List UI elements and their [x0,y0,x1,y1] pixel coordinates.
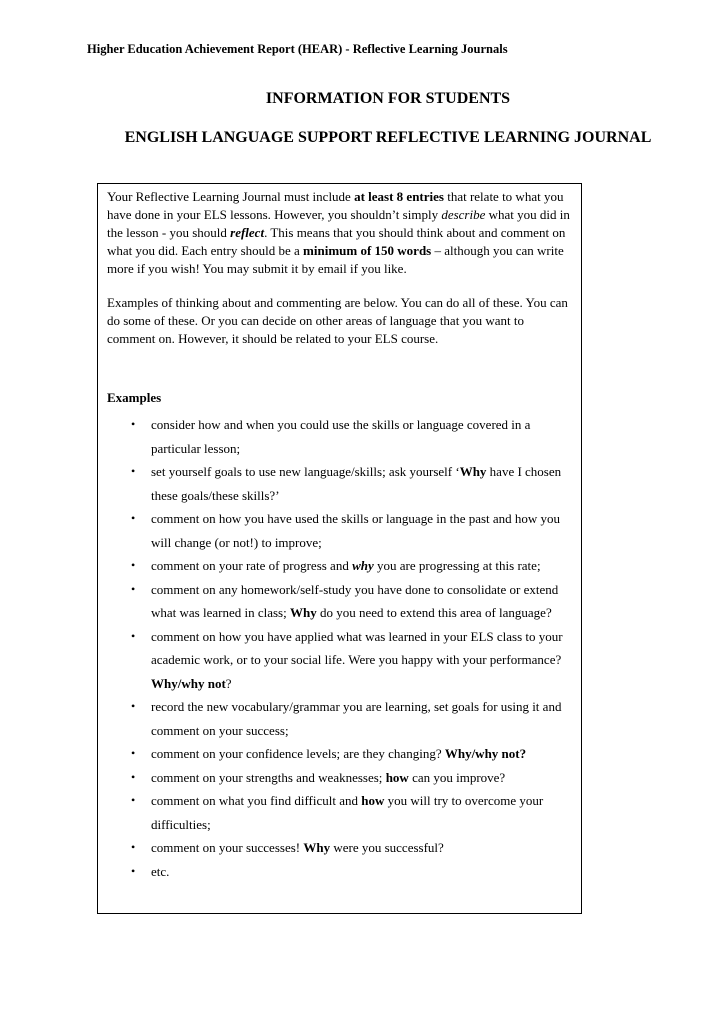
bullet-icon: • [131,840,136,854]
bullet-icon: • [131,699,136,713]
instructions-box [97,183,582,914]
bullet-icon: • [131,746,136,760]
example-item-text-run: comment on any homework/self-study you have done to consolidate or extend what was learned in class; [151,581,559,620]
bullet-icon: • [131,464,136,478]
example-item-text-run: why [352,558,374,573]
intro-paragraph-text-run: reflect [230,225,265,240]
example-item-text-run: have I chosen these goals/these skills?’ [151,464,562,503]
example-item-text-run: Why [303,840,331,855]
intro-paragraph-text-run: at least 8 entries [354,189,444,204]
example-item-text-run: set yourself goals to use new language/skills; ask yourself ‘ [151,464,460,479]
bullet-icon: • [131,511,136,525]
example-item-text-run: comment on your successes! [151,840,304,855]
example-item [98,460,583,507]
page-title: INFORMATION FOR STUDENTS [265,90,511,107]
example-item [98,625,583,696]
page-subtitle: ENGLISH LANGUAGE SUPPORT REFLECTIVE LEARNING JOURNAL [124,129,652,146]
example-item [98,413,583,460]
examples-intro-paragraph [107,294,575,348]
bullet-icon: • [131,628,136,643]
example-item-text-run: Why [459,464,487,479]
intro-paragraph-text-run: that relate to what you have done in your ELS lessons. However, you shouldn’t simply [107,189,564,222]
intro-paragraph-text-run: – although you can write more if you wish! You may submit it by email if you like. [107,243,564,276]
intro-paragraph-text-run: what you did in the lesson - you should [107,207,570,240]
example-item [98,507,583,554]
example-item-text-run: Why/why not [151,675,226,691]
example-item-text-run: Why/why not? [444,746,527,761]
example-item-text-run: do you need to extend this area of language? [316,605,552,620]
examples-intro-paragraph-text-run: Examples of thinking about and commenting are below. You can do all of these. You can do some of these. Or you can decide on other areas of language that you want to comment on. However, it should be related to your ELS course. [107,295,568,346]
bullet-icon: • [131,581,136,596]
example-item-text-run: you will try to overcome your difficulties; [151,793,544,832]
examples-list [98,413,583,883]
intro-paragraph-text-run: . This means that you should think about and comment on what you did. Each entry should be a [107,225,566,258]
example-item [98,860,583,884]
bullet-icon: • [131,863,136,878]
intro-paragraph-text-run: Your Reflective Learning Journal must include [107,189,355,204]
bullet-icon: • [131,417,136,431]
example-item-text-run: how [361,793,385,808]
example-item-text-run: were you successful? [330,840,444,855]
example-item-text-run: comment on your confidence levels; are they changing? [151,746,445,761]
example-item-text-run: record the new vocabulary/grammar you are learning, set goals for using it and comment on your success; [151,699,562,738]
example-item-text-run: comment on your rate of progress and [151,558,353,573]
intro-paragraph-text-run: describe [441,207,486,222]
example-item [98,695,583,742]
intro-paragraph [107,188,575,278]
running-header: Higher Education Achievement Report (HEAR) - Reflective Learning Journals [87,42,508,56]
example-item-text-run: etc. [151,863,170,879]
example-item-text-run: can you improve? [408,769,506,785]
example-item-text-run: ? [225,675,232,691]
example-item-text-run: comment on how you have applied what was learned in your ELS class to your academic work, or to your social life. Were you happy with your performance? [151,628,563,667]
example-item [98,578,583,625]
example-item-text-run: Why [289,605,317,620]
example-item-text-run: consider how and when you could use the skills or language covered in a particular lesson; [151,417,531,456]
bullet-icon: • [131,558,136,572]
example-item-text-run: how [385,769,409,785]
example-item-text-run: comment on what you find difficult and [151,793,362,808]
example-item [98,766,583,790]
intro-paragraph-text-run: minimum of 150 words [303,243,432,258]
example-item-text-run: you are progressing at this rate; [373,558,541,573]
bullet-icon: • [131,769,136,784]
example-item-text-run: comment on your strengths and weaknesses; [151,769,386,785]
bullet-icon: • [131,793,136,807]
example-item [98,836,583,860]
examples-heading: Examples [107,390,162,405]
example-item-text-run: comment on how you have used the skills or language in the past and how you will change (or not!) to improve; [151,511,561,550]
example-item [98,554,583,578]
example-item [98,742,583,766]
example-item [98,789,583,836]
